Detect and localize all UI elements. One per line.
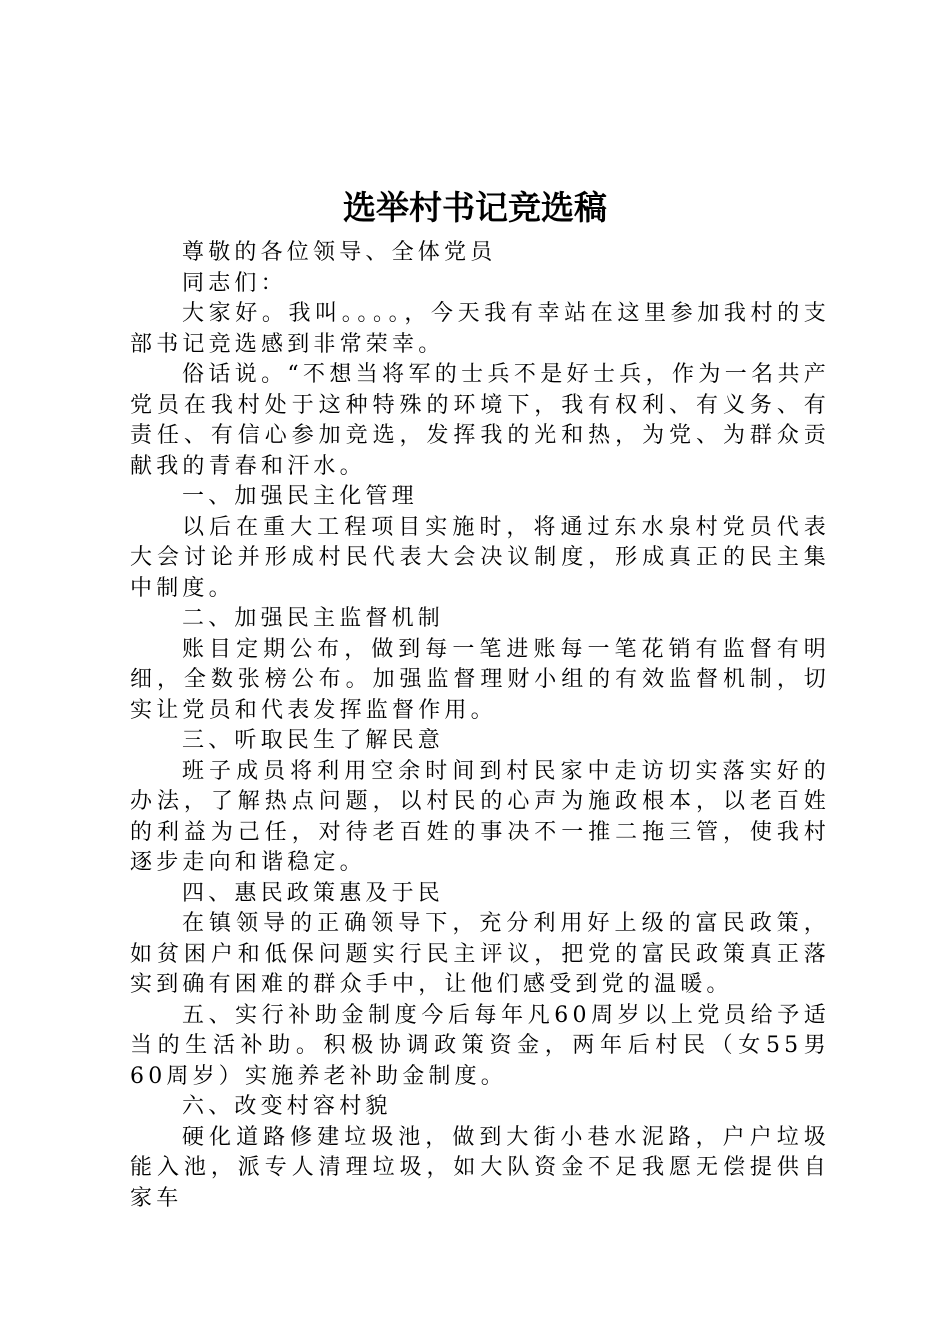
paragraph-section-2: 账目定期公布，做到每一笔进账每一笔花销有监督有明细，全数张榜公布。加强监督理财小组的有效监督机制，切实让党员和代表发挥监督作用。 [130, 636, 830, 723]
section-heading-1: 一、加强民主化管理 [182, 484, 418, 509]
section-heading-2: 二、加强民主监督机制 [182, 606, 445, 631]
paragraph-motivation: 俗话说。“不想当将军的士兵不是好士兵，作为一名共产党员在我村处于这种特殊的环境下，我有权利、有义务、有责任、有信心参加竞选，发挥我的光和热，为党、为群众贡献我的青春和汗水。 [130, 362, 830, 479]
document-body [130, 238, 830, 1214]
salutation-comrades: 同志们： [182, 270, 287, 296]
paragraph-greeting: 大家好。我叫。。。。，今天我有幸站在这里参加我村的支部书记竞选感到非常荣幸。 [130, 301, 830, 357]
paragraph-section-3: 班子成员将利用空余时间到村民家中走访切实落实好的办法，了解热点问题，以村民的心声为施政根本，以老百姓的利益为己任，对待老百姓的事决不一推二拖三管，使我村逐步走向和谐稳定。 [130, 758, 830, 875]
paragraph-section-5: 五、实行补助金制度今后每年凡60周岁以上党员给予适当的生活补助。积极协调政策资金，两年后村民（女55男60周岁）实施养老补助金制度。 [130, 1002, 830, 1089]
paragraph-section-1: 以后在重大工程项目实施时，将通过东水泉村党员代表大会讨论并形成村民代表大会决议制度，形成真正的民主集中制度。 [130, 514, 830, 601]
section-heading-3: 三、听取民生了解民意 [182, 728, 445, 753]
paragraph-section-6: 硬化道路修建垃圾池，做到大街小巷水泥路，户户垃圾能入池，派专人清理垃圾，如大队资金不足我愿无偿提供自家车 [130, 1124, 830, 1211]
paragraph-section-4: 在镇领导的正确领导下，充分利用好上级的富民政策，如贫困户和低保问题实行民主评议，把党的富民政策真正落实到确有困难的群众手中，让他们感受到党的温暖。 [130, 911, 830, 997]
section-heading-6: 六、改变村容村貌 [182, 1094, 392, 1119]
document-title: 选举村书记竞选稿 [343, 188, 607, 227]
salutation: 尊敬的各位领导、全体党员 [182, 240, 497, 265]
section-heading-4: 四、惠民政策惠及于民 [182, 880, 445, 906]
